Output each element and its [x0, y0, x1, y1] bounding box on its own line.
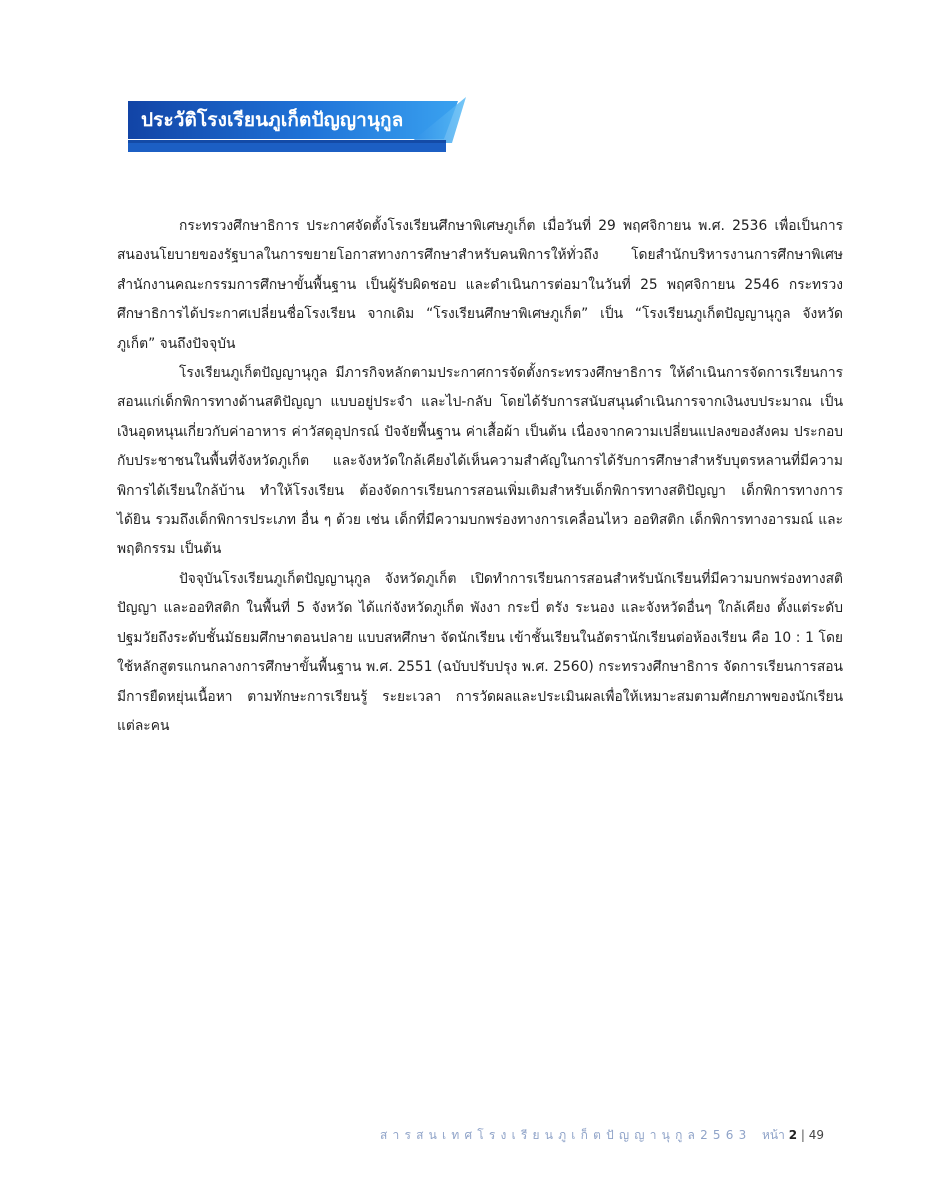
page-footer: [380, 1126, 850, 1150]
paragraph-current: ปัจจุบันโรงเรียนภูเก็ตปัญญานุกูล จังหวัดภูเก็ต เปิดทำการเรียนการสอนสำหรับนักเรียนที่มีความบกพร่องทางสติปัญญา และออทิสติก ในพื้นที่ 5 จังหวัด ได้แก่จังหวัดภูเก็ต พังงา กระบี่ ตรัง ระนอง และจังหวัดอื่นๆ ใกล้เคียง ตั้งแต่ระดับปฐมวัยถึงระดับชั้นมัธยมศึกษาตอนปลาย แบบสหศึกษา จัดนักเรียน เข้าชั้นเรียนในอัตรานักเรียนต่อห้องเรียน คือ 10 : 1 โดยใช้หลักสูตรแกนกลางการศึกษาขั้นพื้นฐาน พ.ศ. 2551 (ฉบับปรับปรุง พ.ศ. 2560) กระทรวงศึกษาธิการ จัดการเรียนการสอนมีการยืดหยุ่นเนื้อหา ตามทักษะการเรียนรู้ ระยะเวลา การวัดผลและประเมินผลเพื่อให้เหมาะสมตามศักยภาพของนักเรียนแต่ละคน: [117, 570, 843, 734]
footer-document-title: สารสนเทศโรงเรียนภูเก็ตปัญญานุกูล2563: [380, 1128, 752, 1142]
paragraph-mission: โรงเรียนภูเก็ตปัญญานุกูล มีภารกิจหลักตามประกาศการจัดตั้งกระทรวงศึกษาธิการ ให้ดำเนินการจัดการเรียนการสอนแก่เด็กพิการทางด้านสติปัญญา แบบอยู่ประจำ และไป-กลับ โดยได้รับการสนับสนุนดำเนินการจากเงินงบประมาณ เป็นเงินอุดหนุนเกี่ยวกับค่าอาหาร ค่าวัสดุอุปกรณ์ ปัจจัยพื้นฐาน ค่าเสื้อผ้า เป็นต้น เนื่องจากความเปลี่ยนแปลงของสังคม ประกอบกับประชาชนในพื้นที่จังหวัดภูเก็ต และจังหวัดใกล้เคียงได้เห็นความสำคัญในการได้รับการศึกษาสำหรับบุตรหลานที่มีความพิการได้เรียนใกล้บ้าน ทำให้โรงเรียน ต้องจัดการเรียนการสอนเพิ่มเติมสำหรับเด็กพิการทางสติปัญญา เด็กพิการทางการได้ยิน รวมถึงเด็กพิการประเภท อื่น ๆ ด้วย เช่น เด็กที่มีความบกพร่องทางการเคลื่อนไหว ออทิสติก เด็กพิการทางอารมณ์ และพฤติกรรม เป็นต้น: [117, 365, 843, 558]
footer-separator: |: [800, 1128, 805, 1142]
history-body: [117, 212, 843, 741]
page-title: ประวัติโรงเรียนภูเก็ตปัญญานุกูล: [141, 109, 404, 131]
footer-page-number: 2: [788, 1128, 798, 1142]
title-banner: [128, 97, 466, 155]
footer-page-label: หน้า: [762, 1128, 785, 1142]
footer-page-indicator: [762, 1126, 824, 1145]
footer-total-pages: 49: [808, 1128, 825, 1142]
paragraph-founding: กระทรวงศึกษาธิการ ประกาศจัดตั้งโรงเรียนศึกษาพิเศษภูเก็ต เมื่อวันที่ 29 พฤศจิกายน พ.ศ. 2536 เพื่อเป็นการสนองนโยบายของรัฐบาลในการขยายโอกาสทางการศึกษาสำหรับคนพิการให้ทั่วถึง โดยสำนักบริหารงานการศึกษาพิเศษ สำนักงานคณะกรรมการศึกษาขั้นพื้นฐาน เป็นผู้รับผิดชอบ และดำเนินการต่อมาในวันที่ 25 พฤศจิกายน 2546 กระทรวงศึกษาธิการได้ประกาศเปลี่ยนชื่อโรงเรียน จากเดิม “โรงเรียนศึกษาพิเศษภูเก็ต” เป็น “โรงเรียนภูเก็ตปัญญานุกูล จังหวัดภูเก็ต” จนถึงปัจจุบัน: [117, 218, 843, 352]
